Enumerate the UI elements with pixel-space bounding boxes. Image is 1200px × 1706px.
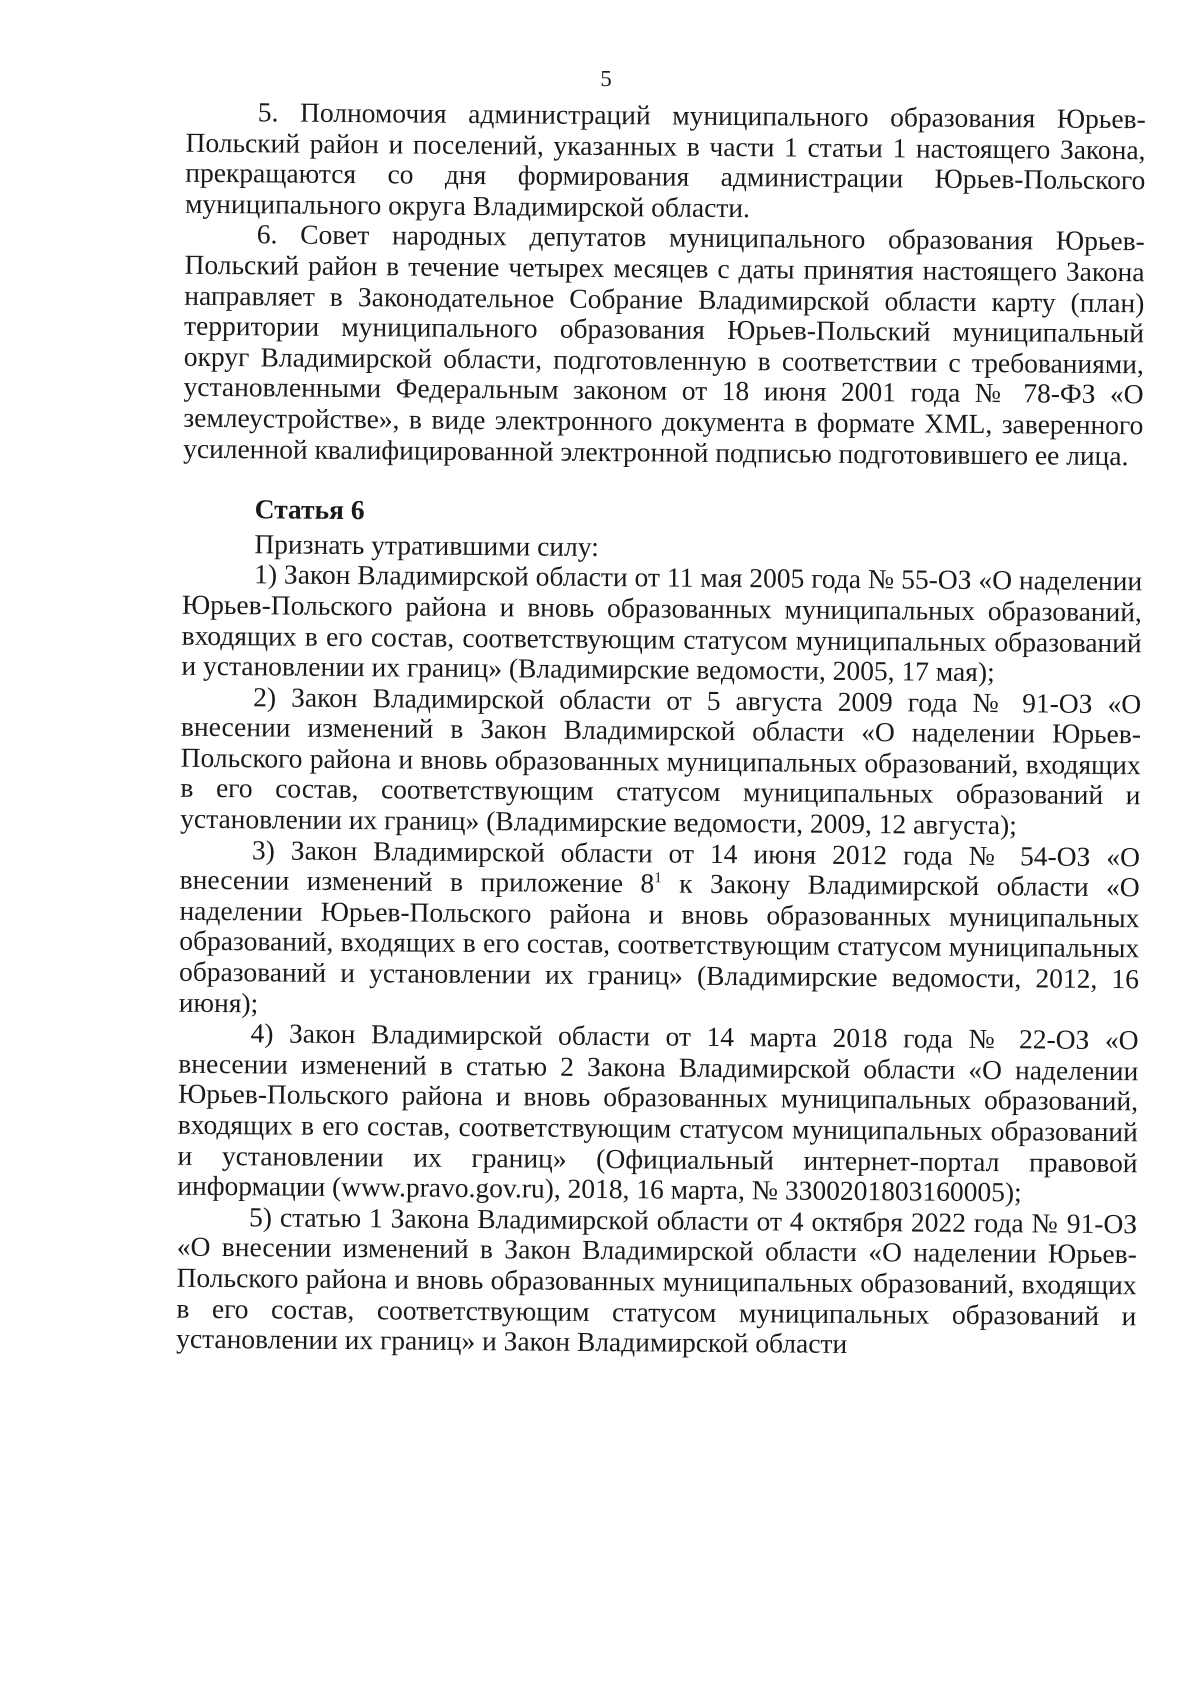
article-6-item-4: 4) Закон Владимирской области от 14 марта 2018 года № 22-ОЗ «О внесении изменений в статью 2 Закона Владимирской области «О наделении Юрьев-Польского района и вновь образованных муниципальных образований, входящих в его состав, соответствующим статусом муниципальных образований и установлении их границ» (Официальный интернет-портал правовой информации (www.pravo.gov.ru), 2018, 16 марта, № 3300201803160005);: [177, 1017, 1139, 1208]
page-number: 5: [600, 65, 612, 92]
article-6-item-5: 5) статью 1 Закона Владимирской области от 4 октября 2022 года № 91-ОЗ «О внесении изменений в Закон Владимирской области «О наделении Юрьев-Польского района и вновь образованных муниципальных образований, входящих в его состав, соответствующим статусом муниципальных образований и установлении их границ» и Закон Владимирской области: [176, 1201, 1138, 1360]
paragraph-6: 6. Совет народных депутатов муниципального образования Юрьев-Польский район в течение четырех месяцев с даты принятия настоящего Закона направляет в Законодательное Собрание Владимирской области карту (план) территории муниципального образования Юрьев-Польский муниципальный округ Владимирской области, подготовленную в соответствии с требованиями, установленными Федеральным законом от 18 июня 2001 года № 78-ФЗ «О землеустройстве», в виде электронного документа в формате XML, заверенного усиленной квалифицированной электронной подписью подготовившего ее лица.: [183, 218, 1145, 471]
article-6-heading: Статья 6: [254, 493, 365, 526]
document-body: [176, 97, 1146, 1362]
item-3-text-after: к Закону Владимирской области «О наделении Юрьев-Польского района и вновь образованных муниципальных образований, входящих в его состав, соответствующим статусом муниципальных образований и установлении их границ» (Владимирские ведомости, 2012, 16 июня);: [178, 867, 1140, 1018]
article-6-intro: Признать утратившими силу:: [254, 527, 599, 562]
item-3-superscript: 1: [654, 870, 662, 887]
article-6-item-2: 2) Закон Владимирской области от 5 августа 2009 года № 91-ОЗ «О внесении изменений в Закон Владимирской области «О наделении Юрьев-Польского района и вновь образованных муниципальных образований, входящих в его состав, соответствующим статусом муниципальных образований и установлении их границ» (Владимирские ведомости, 2009, 12 августа);: [180, 680, 1142, 841]
article-6-item-3: [179, 834, 1140, 1025]
article-6-item-1: 1) Закон Владимирской области от 11 мая 2005 года № 55-ОЗ «О наделении Юрьев-Польского района и вновь образованных муниципальных образований, входящих в его состав, соответствующим статусом муниципальных образований и установлении их границ» (Владимирские ведомости, 2005, 17 мая);: [181, 558, 1143, 688]
item-3-text-before: 3) Закон Владимирской области от 14 июня 2012 года № 54-ОЗ «О внесении изменений в приложение 8: [179, 833, 1141, 899]
paragraph-5: 5. Полномочия администраций муниципального образования Юрьев-Польский район и поселений, указанных в части 1 статьи 1 настоящего Закона, прекращаются со дня формирования администрации Юрьев-Польского муниципального округа Владимирской области.: [184, 96, 1146, 223]
